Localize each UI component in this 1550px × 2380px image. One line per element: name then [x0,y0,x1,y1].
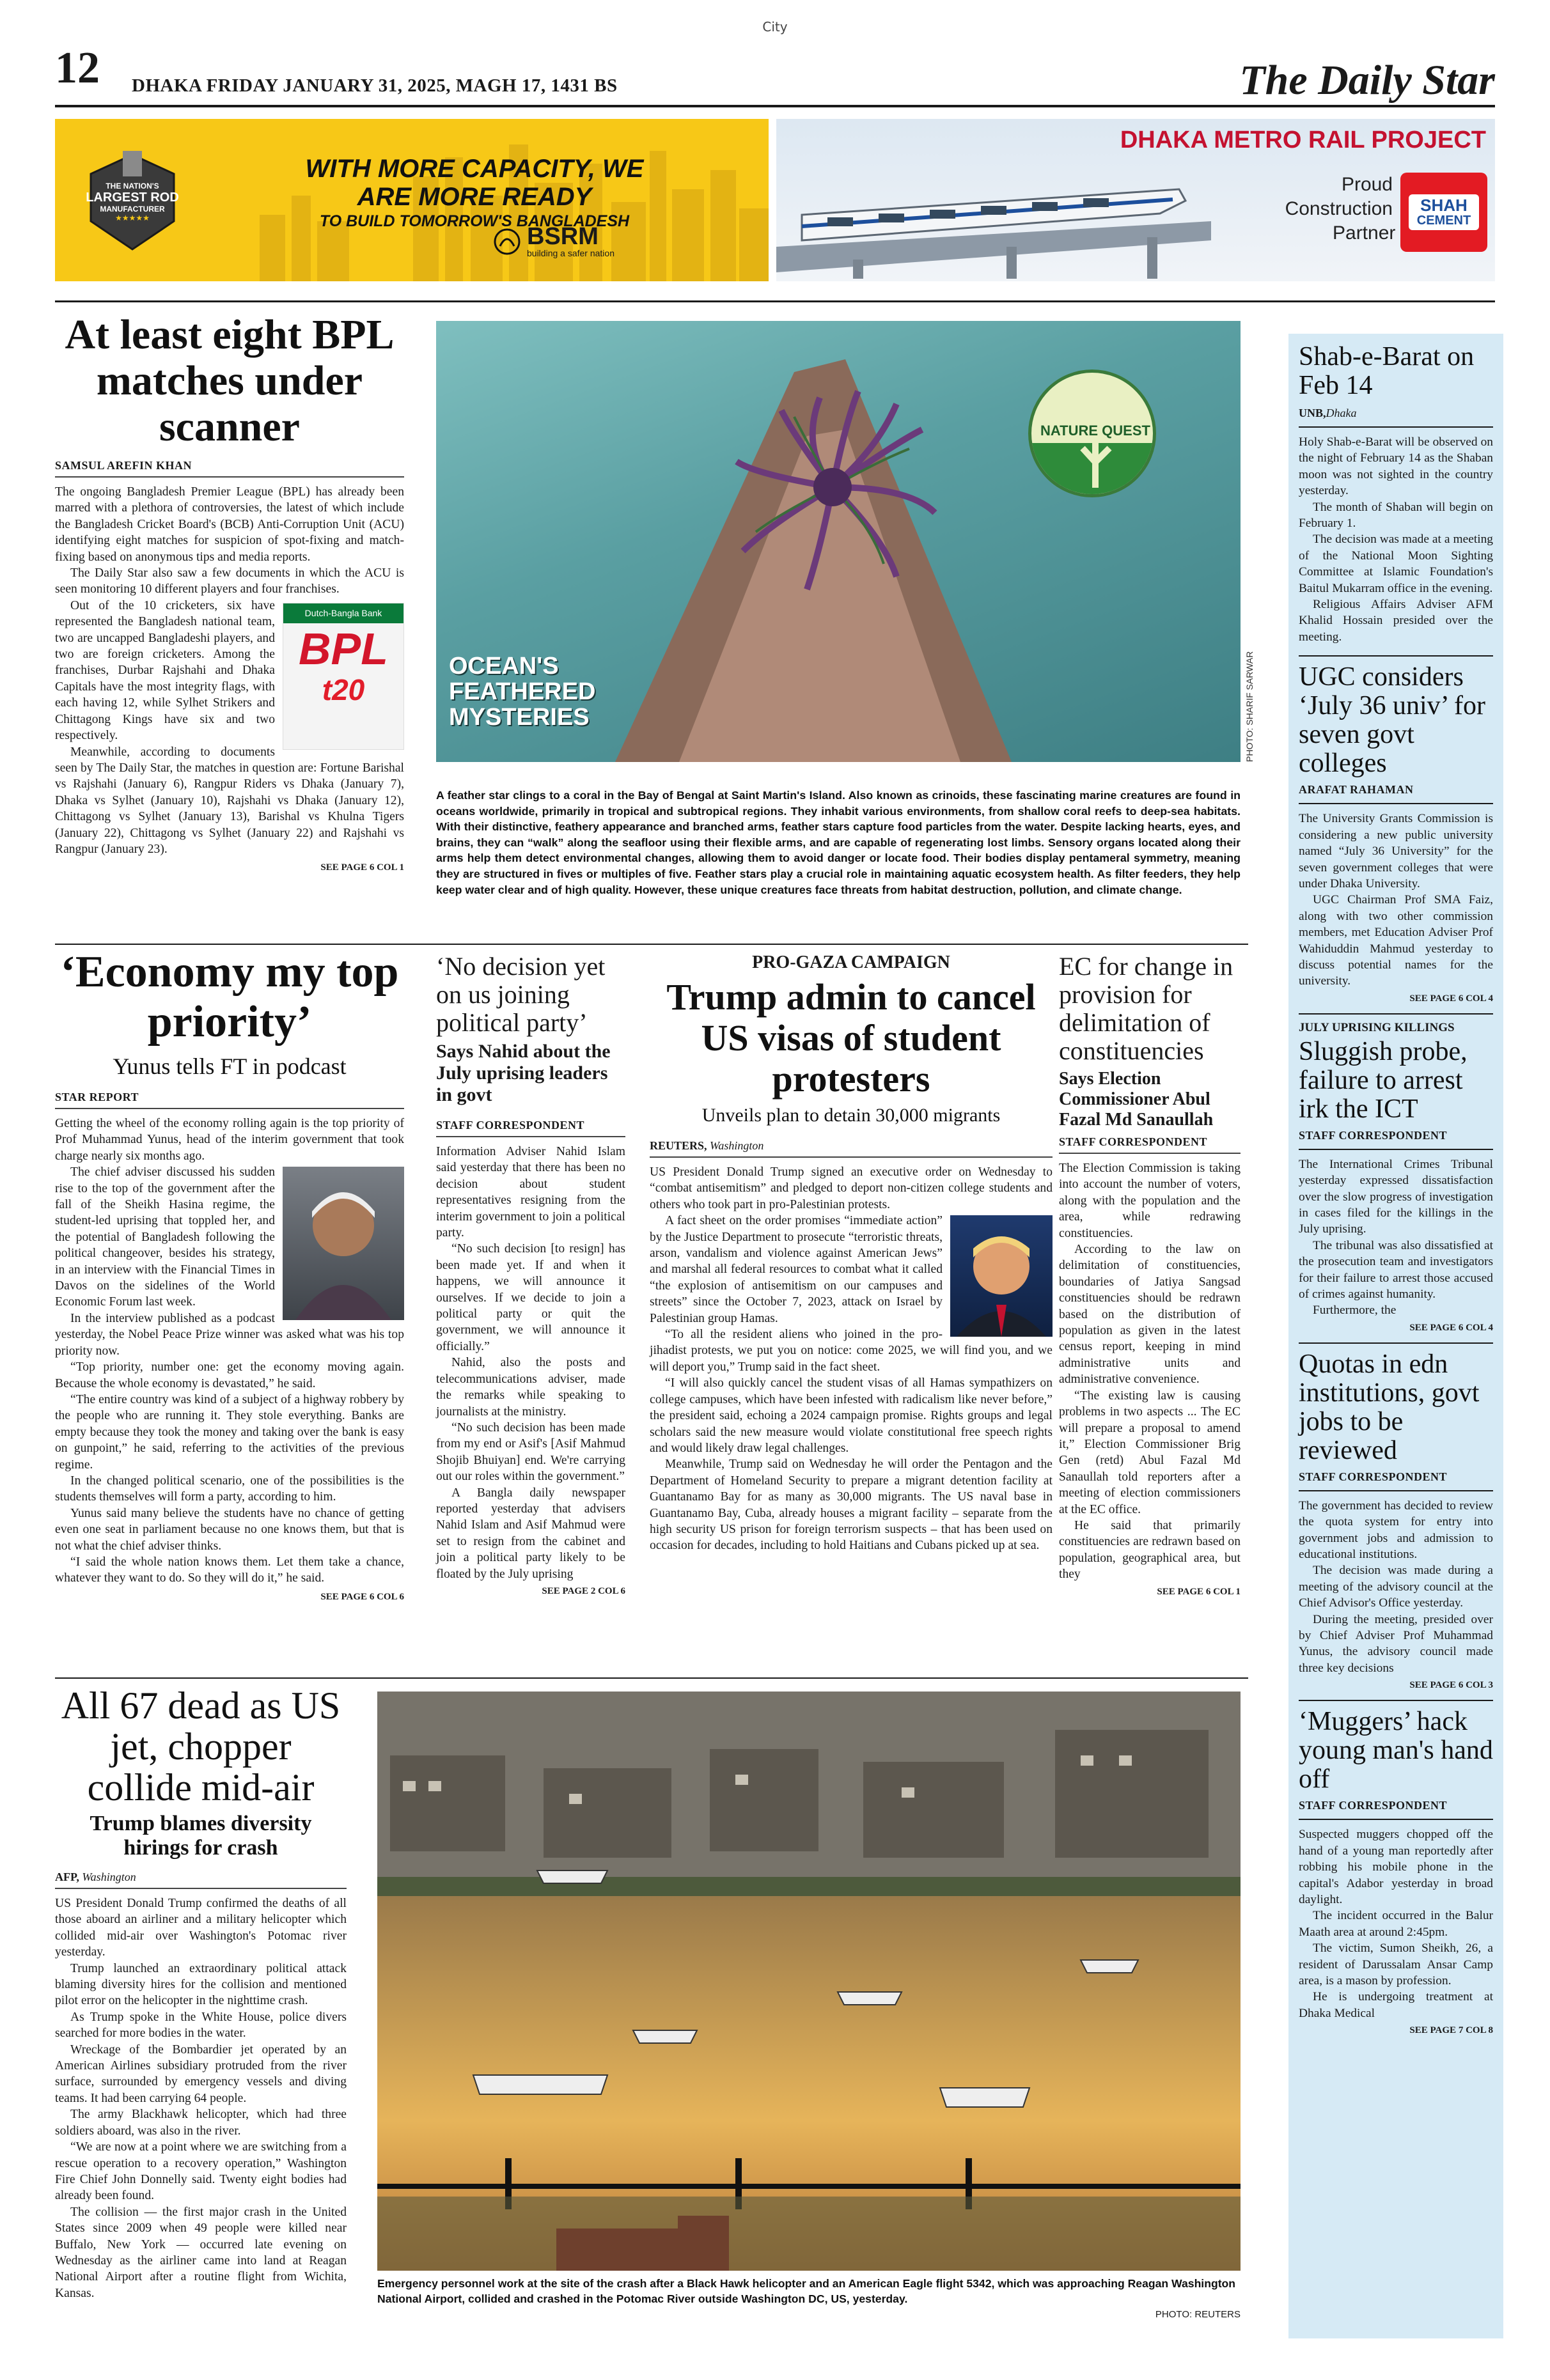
bsrm-brand: BSRM [527,223,599,250]
cement-brand: CEMENT [1416,214,1471,228]
crash-subhead: Trump blames diversity hirings for crash [90,1812,312,1860]
trump-visa-story [650,953,1053,1554]
paragraph: Religious Affairs Adviser AFM Khalid Hossain presided over the meeting. [1299,598,1493,644]
paragraph: Meanwhile, Trump said on Wednesday he will order the Pentagon and the Department of Homeland Security to prepare a migrant detention facility at Guantanamo Bay for as many as 30,000 migrants. The US naval base in Guantanamo Bay, Cuba, already houses a migrant facility – separate from the high security US prison for foreign terrorism suspects – that has been used on occasion for decades, including to hold Haitians and Cubans picked up at sea. [650,1458,1053,1553]
bpl-body [55,484,404,857]
brief-rule [1299,1819,1493,1820]
badge-line3: MANUFACTURER [100,205,165,214]
bsrm-tagline: building a safer nation [527,248,615,258]
crash-byline: AFP, [55,1871,79,1883]
brief-body [1299,811,1493,989]
paragraph: Suspected muggers chopped off the hand of a young man reportedly after robbing his mobile phone in the capital's Adabor yesterday in broad daylight. [1299,1828,1493,1906]
brief-rule [1299,426,1493,428]
masthead[interactable]: The Daily Star [1239,57,1495,104]
trump-kicker: PRO-GAZA CAMPAIGN [752,953,950,972]
paragraph: During the meeting, presided over by Chief Adviser Prof Muhammad Yunus, the advisory council made three key decisions [1299,1612,1493,1675]
ad-line2: Construction [1285,198,1393,219]
trump-subhead: Unveils plan to detain 30,000 migrants [701,1105,1001,1126]
bpl-jump[interactable]: SEE PAGE 6 COL 1 [320,862,404,873]
paragraph: As Trump spoke in the White House, police divers searched for more bodies in the water. [55,2010,347,2041]
paragraph: The Election Commission is taking into account the number of voters, along with the population and the area, while redrawing constituencies. [1059,1162,1241,1240]
bsrm-logo [494,225,615,258]
paragraph: The University Grants Commission is considering a new public university named “July 36 University” for the seven government colleges that were under Dhaka University. [1299,812,1493,891]
badge-line2: LARGEST ROD [86,191,179,205]
mid-rule [55,944,1248,945]
paragraph: “The entire country was kind of a subject of a highway robbery by the people who are running it. They stole everything. Banks are empty because they took the money and taking over the bank is easy on gunpoint,” he said, referring to the activities of the previous regime. [55,1392,404,1472]
brief-shab-e-barat [1299,343,1493,645]
economy-byline: STAR REPORT [55,1091,139,1103]
brief-byline: UNB, [1299,407,1326,419]
sidebar-briefs [1288,334,1503,2338]
trump-dateline: Washington [710,1139,764,1152]
trump-headline[interactable]: Trump admin to cancel US visas of student protesters [666,976,1036,1100]
paragraph: A Bangla daily newspaper reported yesterday that advisers Nahid Islam and Asif Mahmud were set to resign from the cabinet and join a political party likely to be floated by the July uprising [436,1486,625,1581]
paragraph: Furthermore, the [1313,1303,1397,1318]
paragraph: In the changed political scenario, one of the possibilities is the students themselves will form a party, according to him. [55,1474,404,1504]
yunus-photo[interactable] [283,1167,404,1320]
lower-rule [55,1677,1248,1679]
ad-divider [55,300,1495,302]
paragraph: Information Adviser Nahid Islam said yesterday that there has been no decision about student representatives resigning from the interim government to join a political party. [436,1145,625,1240]
paragraph: The collision — the first major crash in the United States since 2009 when 49 people were killed near Buffalo, New York — occurred late evening on Wednesday as the airliner came into land at Reagan National Airport after a routine flight from Wichita, Kansas. [55,2205,347,2300]
crash-photo-credit: PHOTO: REUTERS [1155,2309,1241,2320]
byline-rule [55,476,404,478]
bsrm-advertisement[interactable] [55,119,769,281]
paragraph: Getting the wheel of the economy rolling again is the top priority of Prof Muhammad Yunus, head of the interim government that took charge nearly six months ago. [55,1117,404,1163]
economy-body [55,1116,404,1587]
bpl-logo-t20: t20 [322,673,365,707]
brief-byline: STAFF CORRESPONDENT [1299,1128,1448,1142]
ec-subhead: Says Election Commissioner Abul Fazal Md Sanaullah [1059,1069,1214,1130]
brief-byline: ARAFAT RAHAMAN [1299,783,1414,797]
header-rule [55,105,1495,107]
potomac-crash-photo[interactable] [377,1692,1241,2271]
page-number: 12 [55,43,100,93]
paragraph: The tribunal was also dissatisfied at the prosecution team and investigators for their failure to arrest those accused of crimes against humanity. [1299,1238,1493,1301]
yunus-portrait [283,1167,404,1320]
brief-body [1299,434,1493,645]
paragraph: In the interview published as a podcast yesterday, the Nobel Peace Prize winner was asked what was his top priority now. [55,1311,404,1358]
paragraph: A fact sheet on the order promises “immediate action” by the Justice Department to prosecute “terroristic threats, arson, vandalism and violence against American Jews” and marshal all federal resources to combat what it called “the explosion of antisemitism on our campuses and streets” since the October 7, 2023, attack on Israel by Palestinian group Hamas. [650,1214,943,1325]
byline-rule [1059,1153,1241,1154]
brief-rule [1299,803,1493,804]
bpl-logo-text: BPL [299,624,388,674]
paragraph: The incident occurred in the Balur Maath area at around 2:45pm. [1299,1909,1493,1939]
section-divider [1299,1342,1493,1344]
byline-rule [55,1888,347,1889]
brief-kicker: JULY UPRISING KILLINGS [1299,1020,1455,1034]
brief-byline: STAFF CORRESPONDENT [1299,1470,1448,1483]
overlay-line: MYSTERIES [449,704,590,731]
bpl-story [55,312,404,873]
economy-story [55,947,404,1603]
trump-byline: REUTERS, [650,1139,707,1152]
feather-star-photo[interactable] [436,321,1241,762]
badge-stars: ★★★★★ [115,214,150,222]
paragraph: The ongoing Bangladesh Premier League (BPL) has already been marred with a plethora of controversies, the latest of which include the Bangladesh Cricket Board's (BCB) Anti-Corruption Unit (ACU) identifying eight matches for suspicion of spot-fixing and match-fixing based on anonymous tips and media reports. [55,485,404,564]
bpl-logo [283,603,404,750]
paragraph: Yunus said many believe the students have no chance of getting even one seat in parliament because no one knows them, but that is not what the chief adviser thinks. [55,1506,404,1553]
bpl-headline[interactable]: At least eight BPL matches under scanner [65,311,395,450]
paragraph: Out of the 10 cricketers, six have represented the Bangladesh national team, two are uncapped Bangladeshi players, and two are foreign cricketers. Among the franchises, Durbar Rajshahi and Dhaka Capitals have the most integrity flags, with each having 12, while Sylhet Strikers and Chittagong Kings have six and two respectively. [55,598,275,743]
overlay-line: FEATHERED [449,678,596,705]
paragraph: “No such decision [to resign] has been made yet. If and when it happens, we will announce it ourselves. If we decide to join a political party or quit the government, we will announce it officially.” [436,1242,625,1353]
trump-portrait [950,1215,1053,1337]
brief-quotas [1299,1350,1493,1691]
paragraph: “I will also quickly cancel the student visas of all Hamas sympathizers on college campuses, which have been infested with radicalism like never before,” the president said, echoing a 2024 campaign promise. Rights groups and legal scholars said the new measure would violate constitutional free speech rights and would likely draw legal challenges. [650,1376,1053,1455]
dateline: DHAKA FRIDAY JANUARY 31, 2025, MAGH 17, 1431 BS [132,75,618,96]
crash-caption: Emergency personnel work at the site of the crash after a Black Hawk helicopter and an American Eagle flight 5342, which was approaching Reagan Washington National Airport, collided and crashed in the Potomac River outside Washington DC, US, yesterday. [377,2277,1236,2305]
bpl-byline: SAMSUL AREFIN KHAN [55,459,192,472]
ec-jump[interactable]: SEE PAGE 6 COL 1 [1157,1586,1241,1597]
badge-text: NATURE QUEST [1040,423,1150,439]
brief-headline[interactable]: Shab-e-Barat on Feb 14 [1299,342,1475,400]
brief-jump[interactable]: SEE PAGE 6 COL 4 [1409,993,1493,1004]
rescue-scene-graphic [377,1692,1241,2271]
photo-credit: PHOTO: SHARIF SARWAR [1244,651,1255,762]
paragraph: The decision was made at a meeting of the National Moon Sighting Committee at Islamic Foundation's Baitul Mukarram office in the evening. [1299,533,1493,595]
paragraph: The army Blackhawk helicopter, which had three soldiers aboard, was also in the river. [55,2108,347,2138]
feather-star-caption: A feather star clings to a coral in the Bay of Bengal at Saint Martin's Island. Also known as crinoids, these fascinating marine creatures are found in oceans worldwide, primarily in tropical and subtropical regions. They inhabit various environments, from shallow coral reefs to deep-sea habitats. With their distinctive, feathery appearance and branched arms, feather stars capture food particles from the water. Despite lacking hearts, eyes, and brains, they can “walk” along the seafloor using their flexible arms, and are capable of regenerating lost limbs. Sensory organs located along their arms help them detect environmental changes, allowing them to avoid danger or locate food. Their bodies display pentameral symmetry, meaning they are structured in fives or multiples of five. Feather stars play a crucial role in maintaining aquatic ecosystem health. As filter feeders, they help keep water clear and of high quality. However, these unique creatures face threats from habitat destruction, pollution, and climate change. [436,789,1241,896]
paragraph: The Daily Star also saw a few documents in which the ACU is seen monitoring 10 different players and four franchises. [55,566,404,596]
section-divider [1299,655,1493,657]
ec-headline[interactable]: EC for change in provision for delimitation of constituencies [1059,952,1233,1065]
crash-story [55,1685,347,2301]
paragraph: The government has decided to review the quota system for entry into government jobs and admission to educational institutions. [1299,1498,1493,1562]
paragraph: The International Crimes Tribunal yesterday expressed dissatisfaction over the slow progress of investigation in cases filed for the killings in the July uprising. [1299,1157,1493,1236]
trump-photo[interactable] [950,1215,1053,1337]
brief-headline[interactable]: UGC considers ‘July 36 univ’ for seven govt colleges [1299,662,1486,779]
ec-body [1059,1160,1241,1583]
shah-brand: SHAH [1420,196,1468,215]
paragraph: “I said the whole nation knows them. Let them take a chance, whatever they want to do. So they will do it,” he said. [55,1555,404,1585]
ad-line3: Partner [1333,222,1396,244]
metro-train-graphic [776,151,1211,279]
paragraph: The decision was made during a meeting of the advisory council at the Chief Advisor's Office yesterday. [1299,1564,1493,1610]
nahid-jump[interactable]: SEE PAGE 2 COL 6 [542,1585,625,1596]
brief-jump[interactable]: SEE PAGE 6 COL 4 [1409,1322,1493,1333]
brief-headline[interactable]: ‘Muggers’ hack young man's hand off [1299,1707,1493,1794]
paragraph: The month of Shaban will begin on February 1. [1299,500,1493,531]
nahid-subhead: Says Nahid about the July uprising leaders in govt [436,1041,611,1105]
brief-dateline: Dhaka [1326,407,1357,419]
bsrm-emblem-icon [494,228,521,255]
brief-muggers [1299,1707,1493,2036]
paragraph: “We are now at a point where we are switching from a rescue operation to a recovery operation,” Washington Fire Chief John Donnelly said. Twenty eight bodies had already been found. [55,2140,347,2203]
nahid-body [436,1144,625,1582]
nahid-story [436,953,625,1597]
paragraph: Meanwhile, according to documents seen by The Daily Star, the matches in question are: Fortune Barishal vs Rajshahi (January 6), Rangpur Riders vs Dhaka (January 7), Dhaka vs Sylhet (January 10), Rajshahi vs Dhaka (January 12), Chittagong vs Sylhet (January 13), Barishal vs Khulna Tigers (January 22), Chittagong vs Sylhet (January 22) and Rajshahi vs Rangpur (January 23). [55,745,404,856]
paragraph: The chief adviser discussed his sudden rise to the top of the government after the fall of the Sheikh Hasina regime, the student-led uprising that toppled her, and the potential of Bangladesh following the political changeover, besides his strategy, in an interview with the Financial Times in Davos on the sidelines of the World Economic Forum last week. [55,1165,275,1309]
brief-body [1299,1156,1493,1319]
shah-cement-logo [1400,173,1487,252]
brief-rule [1299,1490,1493,1491]
paragraph: “The existing law is causing problems in two aspects ... The EC will prepare a proposal to amend it,” Election Commissioner Brig Gen (retd) Abul Fazal Md Sanaullah told reporters after a meeting of election commissioners at the EC office. [1059,1388,1241,1516]
paragraph: Holy Shab-e-Barat will be observed on the night of February 14 as the Shaban moon was not sighted in the country yesterday. [1299,435,1493,498]
ad-subhead: TO BUILD TOMORROW'S BANGLADESH [319,212,630,230]
brief-headline[interactable]: Quotas in edn institutions, govt jobs to be reviewed [1299,1349,1480,1465]
ec-byline: STAFF CORRESPONDENT [1059,1135,1208,1148]
nahid-headline[interactable]: ‘No decision yet on us joining political party’ [436,952,606,1037]
section-divider [1299,1700,1493,1701]
brief-jump[interactable]: SEE PAGE 6 COL 3 [1409,1680,1493,1691]
ec-story [1059,953,1241,1598]
crash-dateline: Washington [82,1871,136,1883]
photo-overlay-title [449,653,595,730]
paragraph: According to the law on delimitation of constituencies, boundaries of Jatiya Sangsad constituencies should be redrawn based on the distribution of population as given in the latest census report, keeping in mind administrative units and administrative convenience. [1059,1243,1241,1387]
economy-jump[interactable]: SEE PAGE 6 COL 6 [320,1591,404,1602]
economy-headline[interactable]: ‘Economy my top priority’ [60,947,399,1046]
ad-headline: WITH MORE CAPACITY, WE ARE MORE READY [305,155,644,211]
byline-rule [436,1136,625,1137]
bpl-logo-sponsor: Dutch-Bangla Bank [283,603,403,623]
brief-jump[interactable]: SEE PAGE 7 COL 8 [1409,2025,1493,2036]
paragraph: He is undergoing treatment at Dhaka Medical [1299,1990,1493,2020]
byline-rule [55,1108,404,1109]
brief-ugc [1299,663,1493,1004]
trump-body [650,1164,1053,1554]
paragraph: “Top priority, number one: get the economy moving again. Because the whole economy is devastated,” he said. [55,1360,404,1390]
shah-cement-advertisement[interactable] [776,119,1495,281]
economy-subhead: Yunus tells FT in podcast [113,1054,347,1079]
paragraph: US President Donald Trump confirmed the deaths of all those aboard an airliner and a military helicopter which collided mid-air over Washington's Potomac river yesterday. [55,1897,347,1959]
brief-ict [1299,1021,1493,1334]
byline-rule [650,1156,1053,1158]
paragraph: Wreckage of the Bombardier jet operated by an American Airlines subsidiary protruded from the river surface, surrounded by emergency vessels and diving teams. It had been carrying 64 people. [55,2042,347,2105]
paragraph: “To all the resident aliens who joined in the pro-jihadist protests, we put you on notice: come 2025, we will find you, and we will deport you,” Trump said in the fact sheet. [650,1328,1053,1374]
ad-line1: Proud [1341,174,1393,195]
brief-body [1299,1498,1493,1676]
paragraph: The victim, Sumon Sheikh, 26, a resident of Darussalam Ansar Camp area, is a mason by profession. [1299,1941,1493,1987]
nahid-byline: STAFF CORRESPONDENT [436,1119,585,1132]
crash-body [55,1895,347,2301]
paragraph: UGC Chairman Prof SMA Faiz, along with two other commission members, met Education Adviser Prof Wahiduddin Mahmud yesterday to discuss potential names for the university. [1299,893,1493,988]
paragraph: Nahid, also the posts and telecommunications adviser, made the remarks while speaking to journalists at the ministry. [436,1356,625,1419]
brief-rule [1299,1149,1493,1150]
section-label: City [762,19,788,35]
badge-line1: THE NATION'S [106,182,159,191]
paragraph: US President Donald Trump signed an executive order on Wednesday to “combat antisemitism” and pledged to deport non-citizen college students and others who took part in pro-Palestinian protests. [650,1165,1053,1211]
paragraph: Trump launched an extraordinary political attack blaming diversity hires for the collision and mentioned pilot error on the helicopter in the nighttime crash. [55,1961,347,2008]
paragraph: “No such decision has been made from my end or Asif's [Asif Mahmud Shojib Bhuiyan] end. We're carrying out our roles within the government.” [436,1420,625,1484]
brief-byline: STAFF CORRESPONDENT [1299,1799,1448,1812]
brief-body [1299,1826,1493,2021]
nature-quest-badge [1028,369,1156,497]
section-divider [1299,1013,1493,1015]
metro-ad-title: DHAKA METRO RAIL PROJECT [1120,127,1486,153]
crash-headline[interactable]: All 67 dead as US jet, chopper collide mid-air [61,1684,341,1808]
paragraph: He said that primarily constituencies are redrawn based on population, geographical area, but they [1059,1518,1241,1582]
overlay-line: OCEAN'S [449,653,559,680]
brief-headline[interactable]: Sluggish probe, failure to arrest irk the ICT [1299,1036,1468,1124]
badge-largest-rod [84,151,180,253]
